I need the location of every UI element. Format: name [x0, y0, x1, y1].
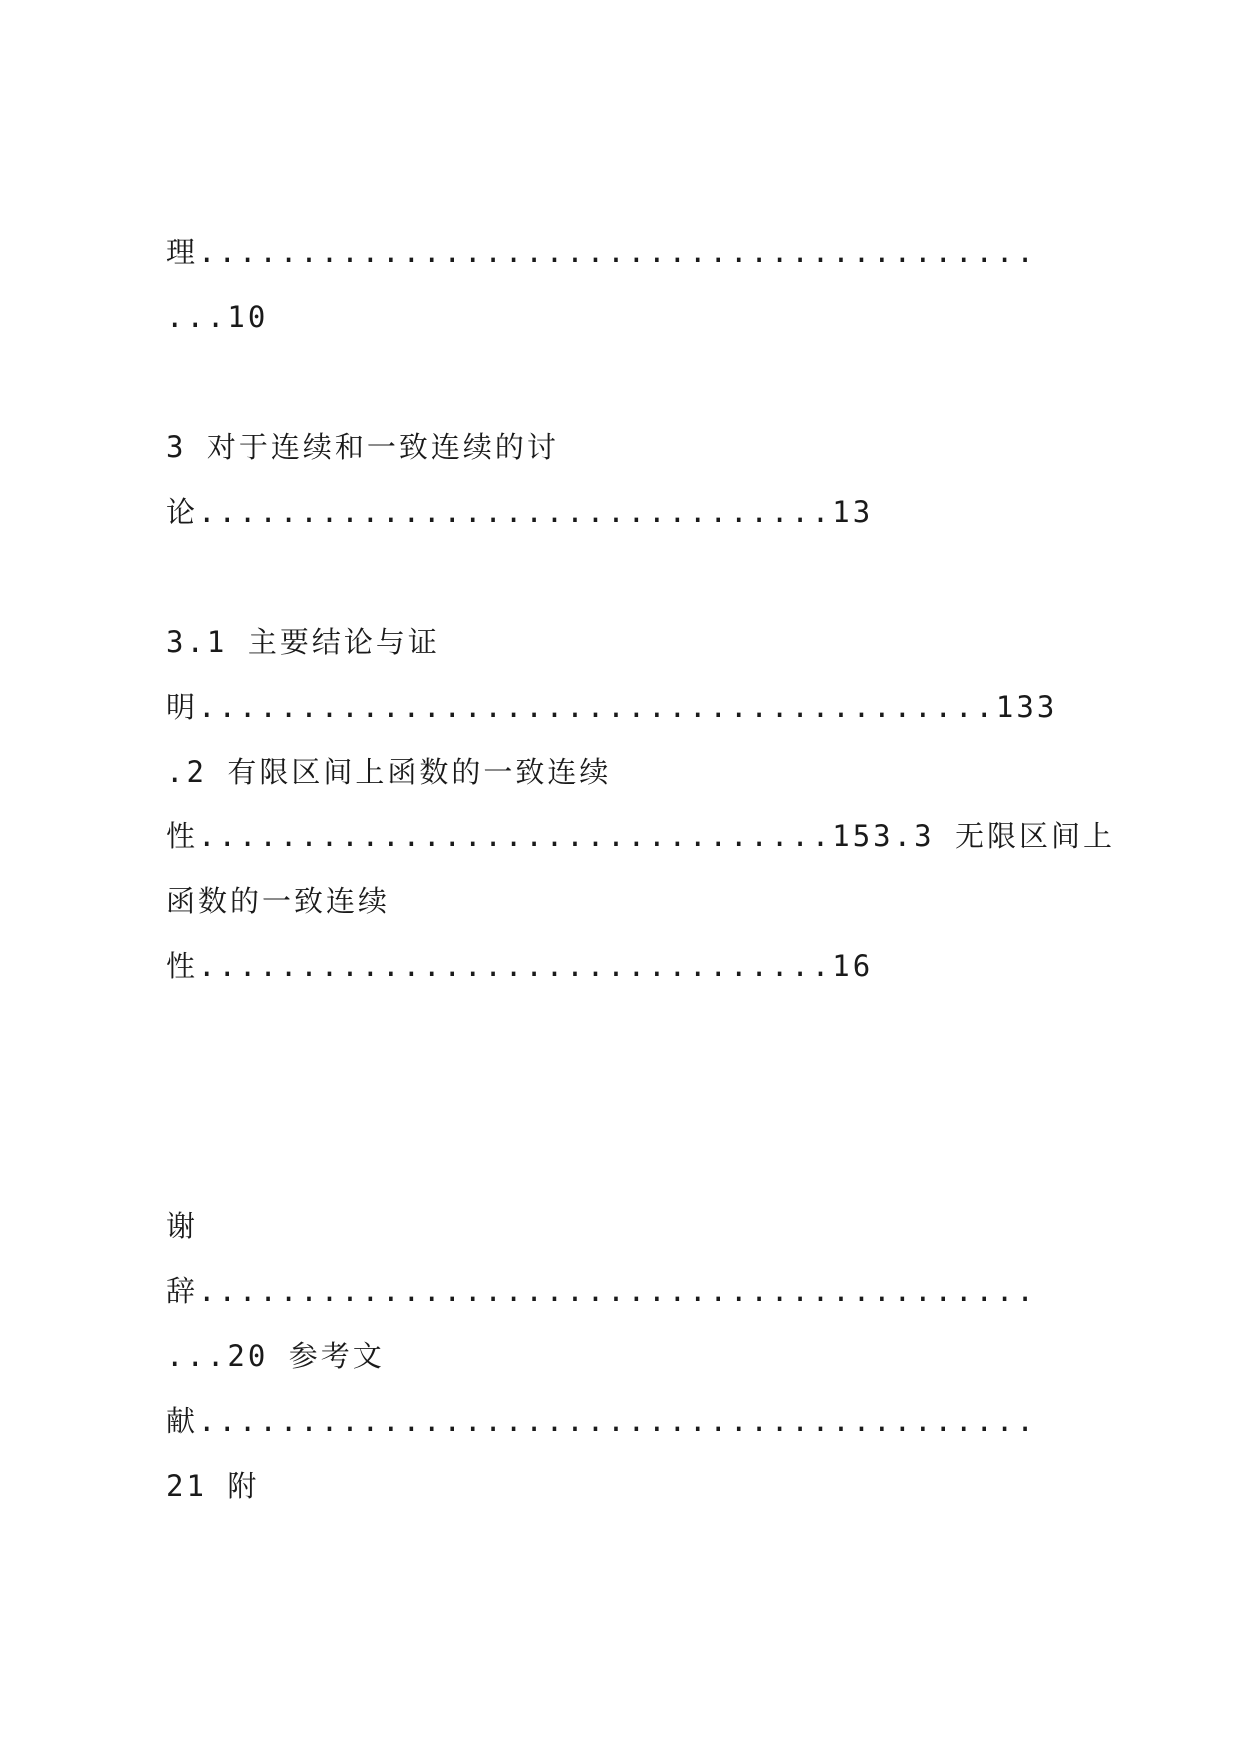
- toc-line: 21 附: [166, 1469, 260, 1503]
- toc-line: 理.........................................: [166, 235, 1037, 269]
- toc-line: 性...............................153.3 无限区间上: [166, 819, 1116, 853]
- toc-line: 3.1 主要结论与证: [166, 625, 440, 659]
- toc-line: 献.........................................: [166, 1404, 1037, 1438]
- toc-line: ...10: [166, 300, 269, 334]
- toc-line: 明.......................................133: [166, 690, 1058, 724]
- toc-line: 性...............................16: [166, 949, 874, 983]
- toc-line: 谢: [166, 1209, 199, 1243]
- toc-line: ...20 参考文: [166, 1339, 385, 1373]
- toc-line: 辞.........................................: [166, 1274, 1037, 1308]
- toc-line: 函数的一致连续: [166, 884, 391, 918]
- toc-line: 论...............................13: [166, 495, 874, 529]
- toc-line: 3 对于连续和一致连续的讨: [166, 430, 559, 464]
- toc-line: .2 有限区间上函数的一致连续: [166, 755, 612, 789]
